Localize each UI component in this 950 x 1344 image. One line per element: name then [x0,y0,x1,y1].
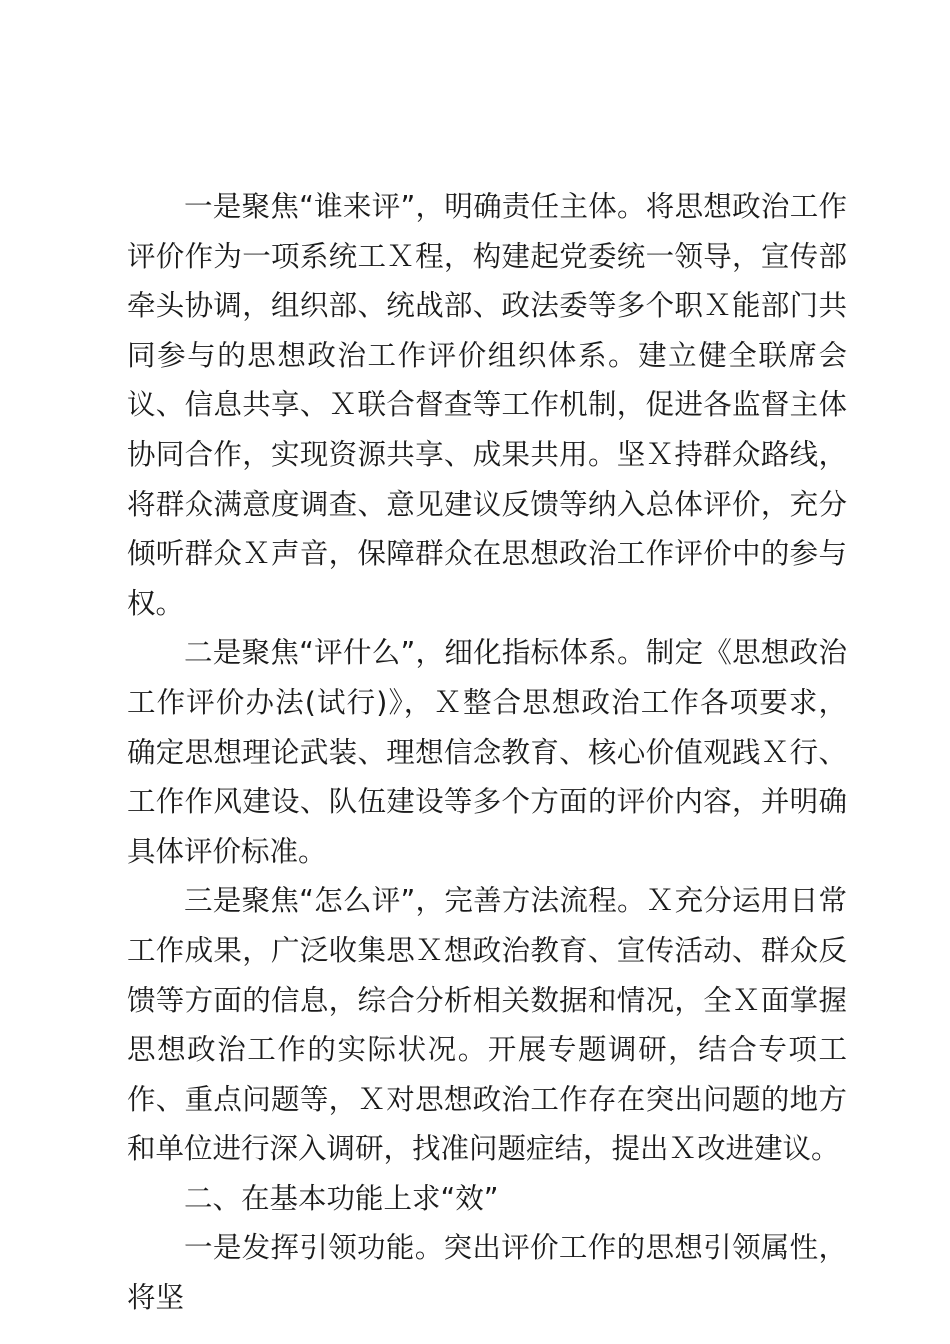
paragraph-what-to-evaluate: 二是聚焦“评什么”，细化指标体系。制定《思想政治工作评价办法(试行)》，Ｘ整合思想政治工作各项要求，确定思想理论武装、理想信念教育、核心价值观践Ｘ行、工作作风建设、队伍建设等多个方面的评价内容，并明确具体评价标准。 [127,636,847,868]
paragraph-how-to-evaluate: 三是聚焦“怎么评”，完善方法流程。Ｘ充分运用日常工作成果，广泛收集思Ｘ想政治教育、宣传活动、群众反馈等方面的信息，综合分析相关数据和情况，全Ｘ面掌握思想政治工作的实际状况。开展专题调研，结合专项工作、重点问题等，Ｘ对思想政治工作存在突出问题的地方和单位进行深入调研，找准问题症结，提出Ｘ改进建议。 [127,884,847,1166]
document-body [127,182,847,1323]
section-heading-basic-function: 二、在基本功能上求“效” [184,1181,499,1215]
paragraph-guiding-function: 一是发挥引领功能。突出评价工作的思想引领属性，将坚 [127,1231,847,1315]
paragraph-who-evaluates: 一是聚焦“谁来评”，明确责任主体。将思想政治工作评价作为一项系统工Ｘ程，构建起党委统一领导，宣传部牵头协调，组织部、统战部、政法委等多个职Ｘ能部门共同参与的思想政治工作评价组织体系。建立健全联席会议、信息共享、Ｘ联合督查等工作机制，促进各监督主体协同合作，实现资源共享、成果共用。坚Ｘ持群众路线，将群众满意度调查、意见建议反馈等纳入总体评价，充分倾听群众Ｘ声音，保障群众在思想政治工作评价中的参与权。 [127,190,847,620]
